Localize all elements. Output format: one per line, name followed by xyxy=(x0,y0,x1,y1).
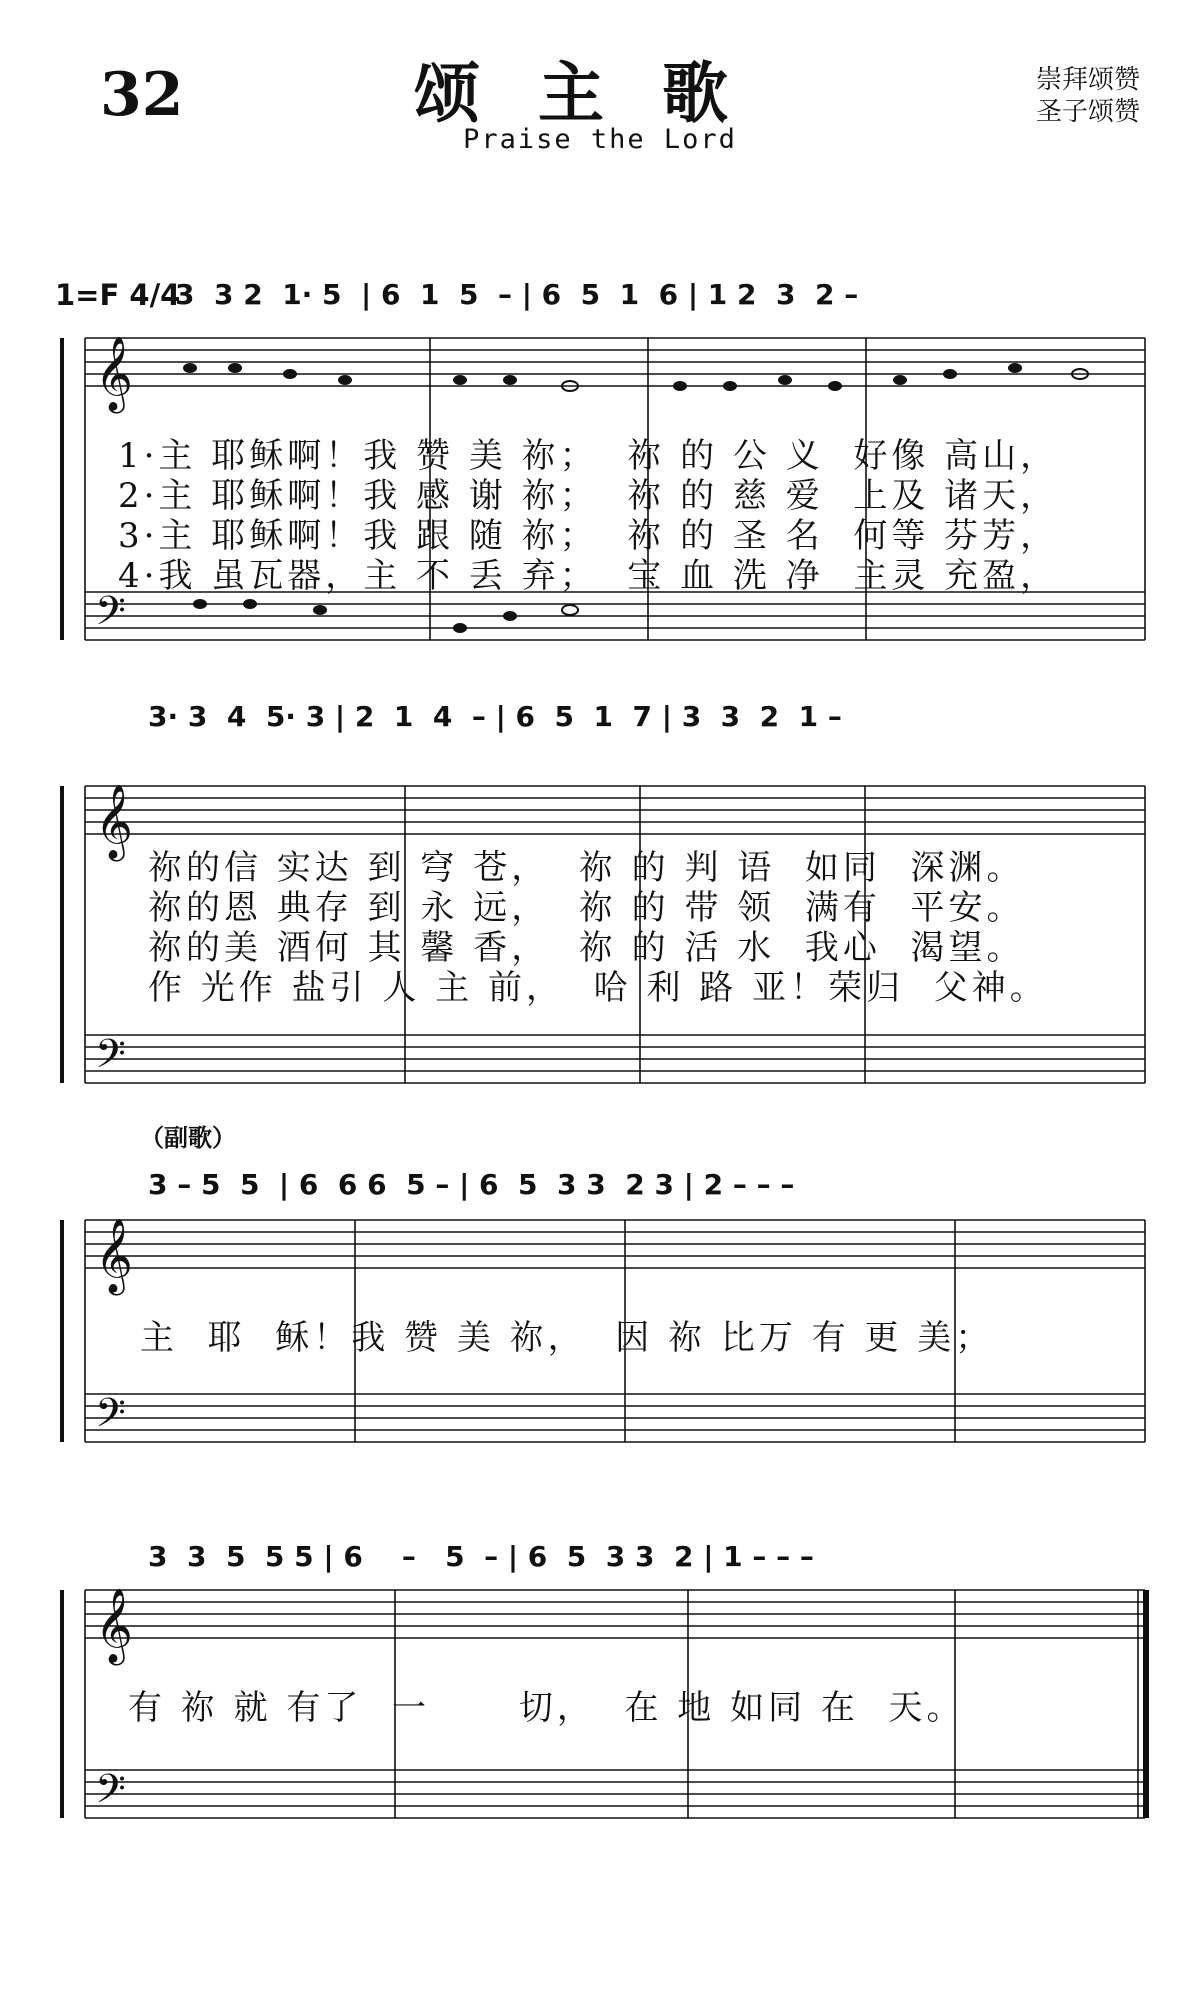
lyric-1-3: 3·主 耶稣啊！我 跟 随 祢； 祢 的 圣 名 何等 芬芳， xyxy=(118,516,1059,556)
hymn-title: 颂主歌 xyxy=(414,55,786,132)
jianpu-line-2: 3· 3 4 5· 3 | 2 1 4 – | 6 5 1 7 | 3 3 2 1 – xyxy=(148,700,842,733)
lyric-2-2: 祢的恩 典存 到 永 远， 祢 的 带 领 满有 平安。 xyxy=(148,888,1025,928)
hymn-subtitle: Praise the Lord xyxy=(463,124,737,155)
key-text: 1=F xyxy=(55,278,120,312)
staff-system-3 xyxy=(62,1220,1145,1442)
treble-clef-icon-3: 𝄞 xyxy=(95,1219,133,1293)
treble-clef-icon-4: 𝄞 xyxy=(95,1589,133,1663)
lyric-1-2: 2·主 耶稣啊！我 感 谢 祢； 祢 的 慈 爱 上及 诸天， xyxy=(118,476,1059,516)
source-line-2: 圣子颂赞 xyxy=(1035,97,1140,127)
source-line-1: 崇拜颂赞 xyxy=(1035,65,1140,95)
bass-clef-icon-2: 𝄢 xyxy=(95,1031,126,1087)
treble-clef-icon-2: 𝄞 xyxy=(95,785,133,859)
time-signature-text: 4/4 xyxy=(129,278,181,312)
jianpu-line-3: 3 – 5 5 | 6 6 6 5 – | 6 5 3 3 2 3 | 2 – – – xyxy=(148,1168,795,1201)
lyric-4-1: 有 祢 就 有了 一 切， 在 地 如同 在 天。 xyxy=(128,1688,965,1728)
refrain-label: （副歌） xyxy=(140,1124,236,1152)
lyric-2-1: 祢的信 实达 到 穹 苍， 祢 的 判 语 如同 深渊。 xyxy=(148,848,1025,888)
bass-clef-icon: 𝄢 xyxy=(95,588,126,644)
bass-clef-icon-4: 𝄢 xyxy=(95,1766,126,1822)
staff-system-2 xyxy=(62,786,1145,1083)
lyric-2-4: 作 光作 盐引 人 主 前， 哈 利 路 亚！荣归 父神。 xyxy=(148,968,1048,1008)
bass-clef-icon-3: 𝄢 xyxy=(95,1390,126,1446)
staff-system-4 xyxy=(62,1590,1146,1818)
lyric-1-1: 1·主 耶稣啊！我 赞 美 祢； 祢 的 公 义 好像 高山， xyxy=(118,436,1059,476)
hymn-number: 32 xyxy=(100,60,184,130)
lyric-3-1: 主 耶 稣！我 赞 美 祢， 因 祢 比万 有 更 美； xyxy=(140,1318,994,1358)
lyric-2-3: 祢的美 酒何 其 馨 香， 祢 的 活 水 我心 渴望。 xyxy=(148,928,1025,968)
treble-clef-icon: 𝄞 xyxy=(95,337,133,411)
jianpu-line-4: 3 3 5 5 5 | 6 – 5 – | 6 5 3 3 2 | 1 – – – xyxy=(148,1540,814,1573)
staff-system-1 xyxy=(62,338,1145,640)
clef-group xyxy=(95,337,133,1822)
lyric-1-4: 4·我 虽瓦器，主 不 丢 弃； 宝 血 洗 净 主灵 充盈， xyxy=(118,556,1059,596)
jianpu-line-1: 3 3 2 1· 5 | 6 1 5 – | 6 5 1 6 | 1 2 3 2 – xyxy=(175,278,859,311)
